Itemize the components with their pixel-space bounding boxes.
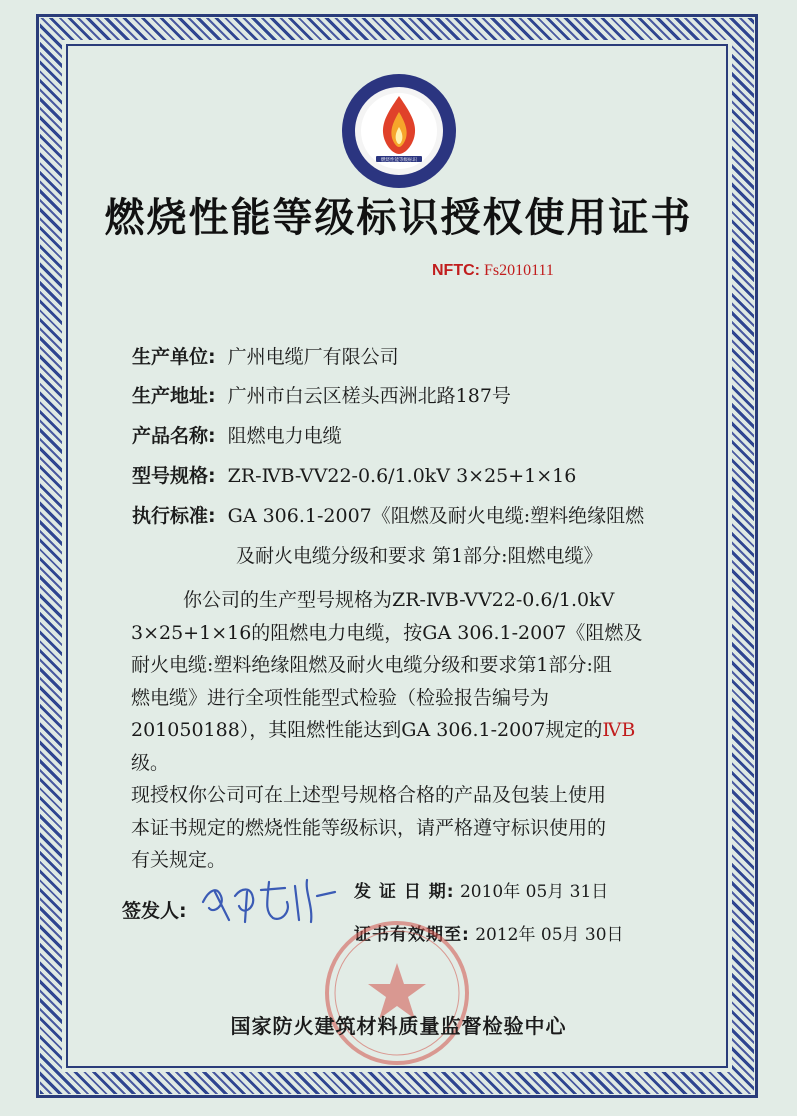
issue-date-label: 发 证 日 期:	[354, 882, 455, 902]
issuing-organization: 国家防火建筑材料质量监督检验中心	[230, 1014, 567, 1038]
authorization-body	[131, 584, 665, 877]
svg-text:燃烧性能等级标识: 燃烧性能等级标识	[381, 158, 417, 163]
address-label: 生产地址:	[132, 385, 216, 407]
standard-value-line2: 及耐火电缆分级和要求 第1部分:阻燃电缆》	[236, 545, 603, 567]
model-label: 型号规格:	[132, 465, 216, 487]
grade-text: ⅣB	[602, 719, 636, 741]
standard-label: 执行标准:	[132, 505, 216, 527]
official-seal-icon	[322, 918, 472, 1068]
valid-until-label: 证书有效期至:	[354, 925, 470, 945]
issue-date	[354, 877, 608, 902]
producer-label: 生产单位:	[132, 346, 216, 368]
body-line-5b: 级。	[131, 751, 170, 774]
body-line-5a: 201050188），其阻燃性能达到GA 306.1-2007规定的	[131, 719, 603, 741]
issue-date-value: 2010年 05月 31日	[459, 882, 609, 902]
body-line-7: 本证书规定的燃烧性能等级标识，请严格遵守标识使用的	[131, 816, 607, 839]
fire-center-emblem-icon	[340, 72, 458, 190]
body-line-2: 3×25+1×16的阻燃电力电缆，按GA 306.1-2007《阻燃及	[131, 621, 643, 644]
cert-number-value: Fs2010111	[483, 262, 554, 279]
valid-until-value: 2012年 05月 30日	[475, 925, 624, 945]
product-value: 阻燃电力电缆	[227, 425, 342, 447]
body-line-8: 有关规定。	[131, 849, 227, 871]
field-product	[132, 421, 342, 448]
model-value: ZR-ⅣB-VV22-0.6/1.0kV 3×25+1×16	[227, 465, 577, 487]
body-line-6: 现授权你公司可在上述型号规格合格的产品及包装上使用	[131, 784, 607, 806]
address-value: 广州市白云区槎头西洲北路187号	[227, 385, 511, 407]
product-label: 产品名称:	[132, 425, 216, 447]
body-line-4: 燃电缆》进行全项性能型式检验（检验报告编号为	[131, 686, 550, 709]
certificate-number	[432, 262, 554, 280]
field-standard	[132, 501, 644, 528]
field-producer	[132, 342, 399, 369]
body-line-1: 你公司的生产型号规格为ZR-ⅣB-VV22-0.6/1.0kV	[183, 589, 615, 611]
signer-label: 签发人:	[122, 900, 187, 922]
standard-value-line1: GA 306.1-2007《阻燃及耐火电缆:塑料绝缘阻燃	[227, 505, 645, 527]
field-address	[132, 381, 511, 408]
body-line-5	[131, 714, 665, 779]
body-line-3: 耐火电缆:塑料绝缘阻燃及耐火电缆分级和要求第1部分:阻	[131, 654, 612, 676]
field-model	[132, 461, 576, 488]
certificate-title: 燃烧性能等级标识授权使用证书	[104, 195, 693, 241]
cert-number-label: NFTC:	[432, 262, 480, 279]
producer-value: 广州电缆厂有限公司	[227, 346, 399, 368]
